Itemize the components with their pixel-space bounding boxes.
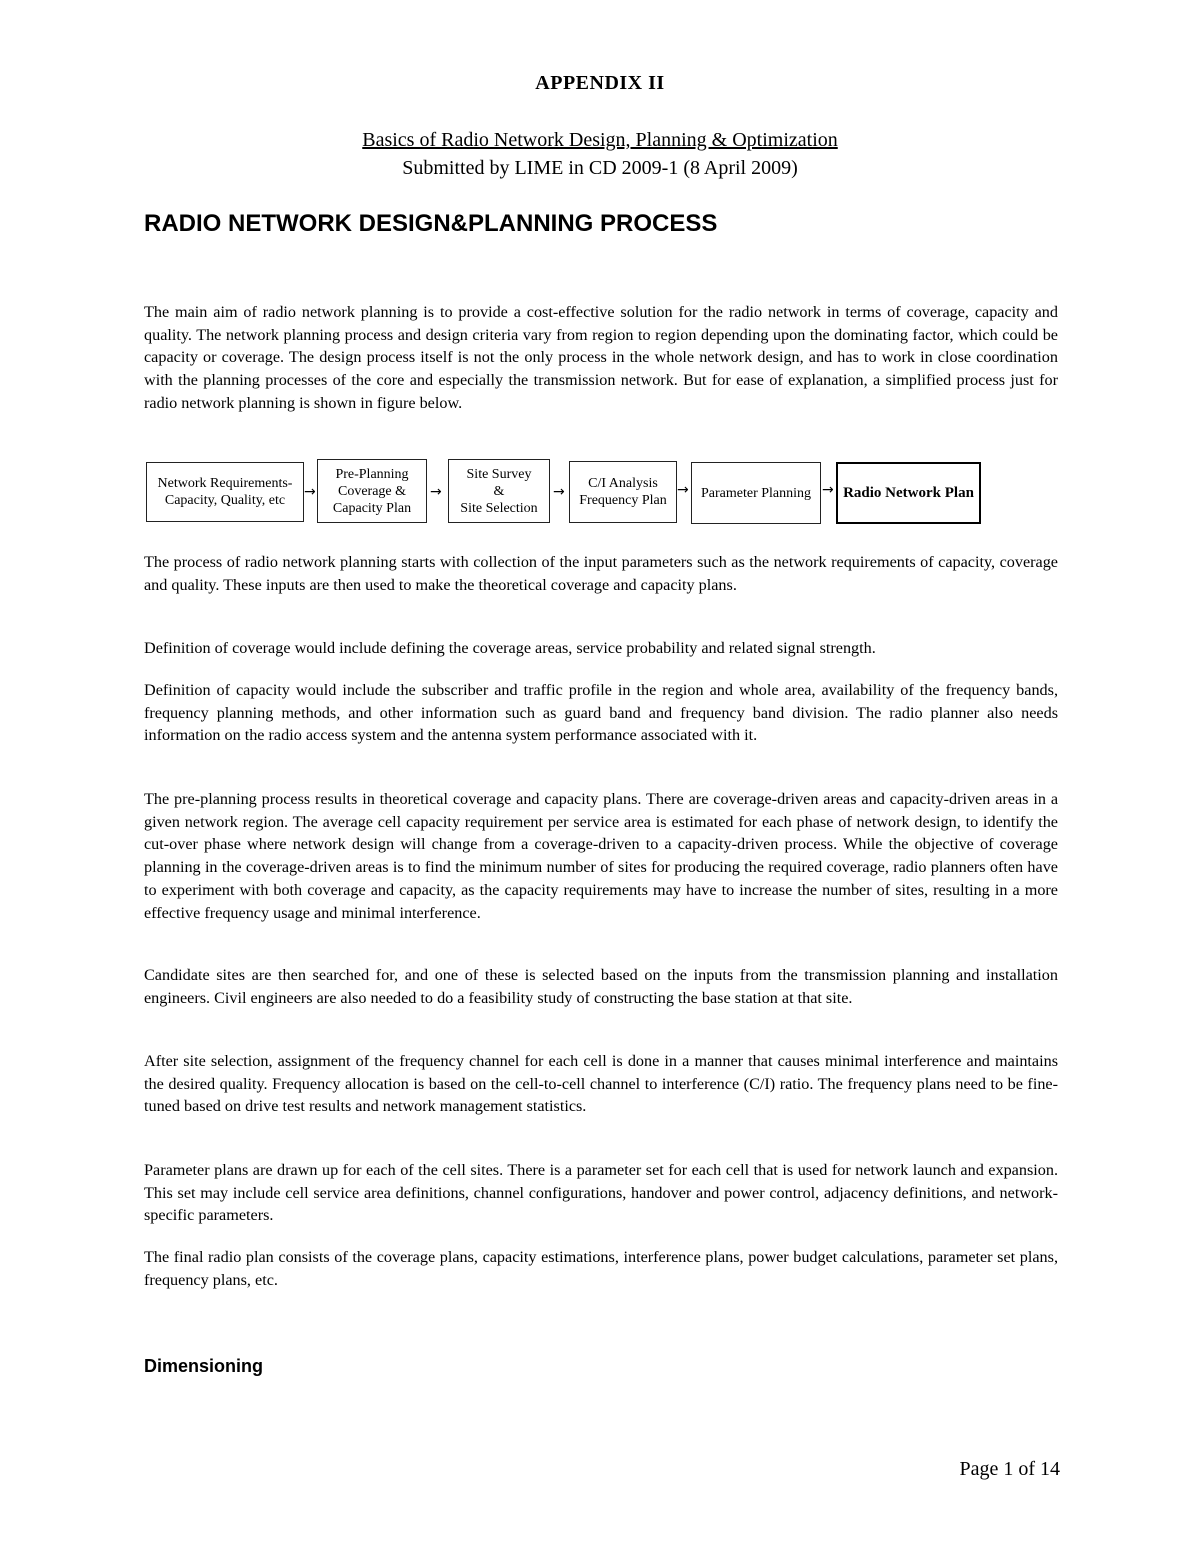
submission-note: Submitted by LIME in CD 2009-1 (8 April 2009) [402, 157, 798, 179]
flow-box-parameter-planning [691, 462, 821, 524]
flow-box-text: Capacity Plan [332, 500, 412, 516]
paragraph-pre-planning: The pre-planning process results in theoretical coverage and capacity plans. There are coverage-driven areas and capacity-driven areas in a given network region. The average cell capacity requirement per service area is estimated for each phase of network design, to identify the cut-over phase where network design will change from a coverage-driven to a capacity-driven process. While the objective of coverage planning in the coverage-driven areas is to find the minimum number of sites for producing the required coverage, radio planners often have to experiment with both coverage and capacity, as the capacity requirements may have to increase the number of sites, resulting in a more effective frequency usage and minimal interference. [144, 790, 1058, 922]
paragraph-process-start: The process of radio network planning starts with collection of the input parameters such as the network requirements of capacity, coverage and quality. These inputs are then used to make the theoretical coverage and capacity plans. [144, 553, 1058, 594]
flow-box-text: & [493, 483, 505, 499]
process-flow-diagram [146, 459, 986, 525]
main-heading: RADIO NETWORK DESIGN&PLANNING PROCESS [144, 210, 718, 237]
flow-box-text: Frequency Plan [579, 493, 667, 508]
paragraph-candidate-sites: Candidate sites are then searched for, and one of these is selected based on the inputs from the transmission planning and installation engineers. Civil engineers are also needed to do a feasibility study of constructing the base station at that site. [144, 966, 1058, 1007]
flow-box-text: Capacity, Quality, etc [164, 493, 286, 508]
flow-arrow-icon: → [677, 482, 689, 498]
flow-box-text: Radio Network Plan [843, 484, 974, 501]
flow-box-radio-network-plan [836, 462, 981, 524]
paragraph-final-plan: The final radio plan consists of the coverage plans, capacity estimations, interference plans, power budget calculations, parameter set plans, frequency plans, etc. [144, 1248, 1058, 1289]
flow-box-pre-planning [317, 459, 427, 523]
page-number: Page 1 of 14 [959, 1458, 1060, 1480]
flow-box-text: Site Selection [460, 500, 538, 516]
flow-box-text: Parameter Planning [700, 485, 812, 501]
flow-box-text: Network Requirements- [157, 476, 293, 491]
flow-box-text: C/I Analysis [588, 476, 658, 491]
flow-box-text: Site Survey [466, 466, 532, 482]
flow-arrow-icon: → [553, 484, 565, 500]
flow-arrow-icon: → [304, 484, 316, 500]
paragraph-capacity-definition: Definition of capacity would include the subscriber and traffic profile in the region and whole area, availability of the frequency bands, frequency planning methods, and other information such as guard band and frequency band division. The radio planner also needs information on the radio access system and the antenna system performance associated with it. [144, 681, 1058, 745]
section-heading-dimensioning: Dimensioning [144, 1356, 264, 1376]
flow-arrow-icon: → [430, 484, 442, 500]
flow-box-text: Coverage & [337, 483, 407, 499]
flow-box-site-survey [448, 459, 550, 523]
paragraph-frequency-allocation: After site selection, assignment of the frequency channel for each cell is done in a manner that causes minimal interference and maintains the desired quality. Frequency allocation is based on the cell-to-cell channel to interference (C/I) ratio. The frequency plans need to be fine-tuned based on drive test results and network management statistics. [144, 1052, 1058, 1116]
flow-arrow-icon: → [822, 482, 834, 498]
document-subtitle-block [0, 126, 1200, 182]
paragraph-coverage-definition: Definition of coverage would include defining the coverage areas, service probability and related signal strength. [144, 639, 876, 657]
paragraph-intro: The main aim of radio network planning is to provide a cost-effective solution for the radio network in terms of coverage, capacity and quality. The network planning process and design criteria vary from region to region depending upon the dominating factor, which could be capacity or coverage. The design process itself is not the only process in the whole network design, and has to work in close coordination with the planning processes of the core and especially the transmission network. But for ease of explanation, a simplified process just for radio network planning is shown in figure below. [144, 303, 1058, 412]
document-subtitle: Basics of Radio Network Design, Planning & Optimization [362, 129, 838, 151]
flow-box-network-requirements [146, 462, 304, 522]
appendix-title: APPENDIX II [535, 72, 665, 94]
paragraph-parameter-plans: Parameter plans are drawn up for each of the cell sites. There is a parameter set for each cell that is used for network launch and expansion. This set may include cell service area definitions, channel configurations, handover and power control, adjacency definitions, and network-specific parameters. [144, 1161, 1058, 1225]
flow-box-ci-analysis [569, 461, 677, 523]
flow-box-text: Pre-Planning [335, 466, 409, 482]
